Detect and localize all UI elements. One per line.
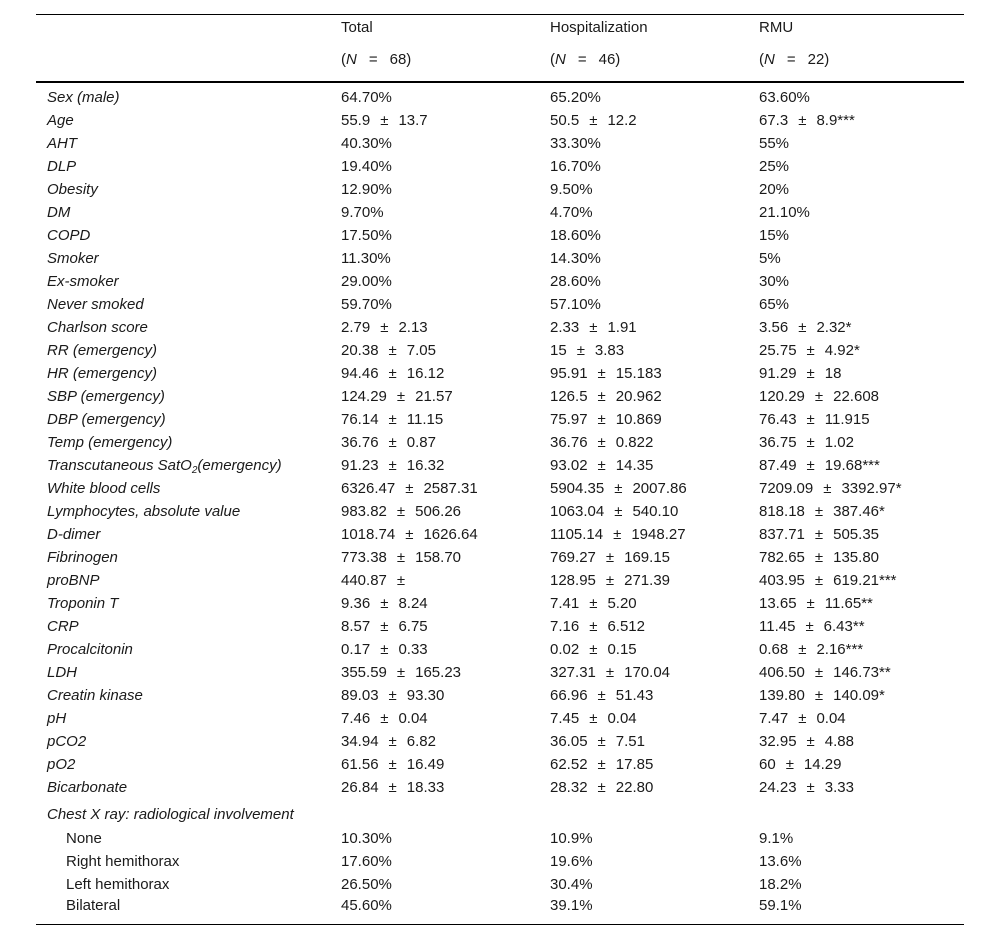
cell-rmu: 30% bbox=[759, 273, 790, 290]
row-label: Right hemithorax bbox=[66, 853, 180, 870]
table-row bbox=[36, 753, 964, 776]
cell-hospitalization: 5904.35 ± 2007.86 bbox=[550, 480, 687, 497]
cell-total: 94.46 ± 16.12 bbox=[341, 365, 445, 382]
cell-total: 45.60% bbox=[341, 896, 550, 925]
section-row bbox=[36, 799, 964, 827]
table-row bbox=[36, 155, 964, 178]
cell-total: 9.36 ± 8.24 bbox=[341, 595, 428, 612]
cell-hospitalization: 62.52 ± 17.85 bbox=[550, 756, 654, 773]
table-row bbox=[36, 178, 964, 201]
cell-total: 76.14 ± 11.15 bbox=[341, 411, 444, 428]
row-label: Obesity bbox=[47, 181, 98, 198]
table-row bbox=[36, 201, 964, 224]
table-row bbox=[36, 82, 964, 109]
cell-hospitalization: 65.20% bbox=[550, 89, 601, 106]
cell-hospitalization: 30.4% bbox=[550, 876, 593, 893]
cell-rmu: 7.47 ± 0.04 bbox=[759, 710, 846, 727]
row-label: CRP bbox=[47, 618, 79, 635]
cell-rmu: 15% bbox=[759, 227, 790, 244]
cell-rmu: 25.75 ± 4.92* bbox=[759, 342, 860, 359]
row-label: DLP bbox=[47, 158, 77, 175]
cell-hospitalization: 128.95 ± 271.39 bbox=[550, 572, 671, 589]
cell-hospitalization: 36.76 ± 0.822 bbox=[550, 434, 654, 451]
table-row bbox=[36, 707, 964, 730]
row-label: pH bbox=[47, 710, 67, 727]
table-row bbox=[36, 270, 964, 293]
row-label: Temp (emergency) bbox=[47, 434, 173, 451]
cell-total: 36.76 ± 0.87 bbox=[341, 434, 436, 451]
cell-hospitalization: 9.50% bbox=[550, 181, 593, 198]
cell-rmu: 63.60% bbox=[759, 89, 810, 106]
cell-total: 61.56 ± 16.49 bbox=[341, 756, 445, 773]
cell-total: 89.03 ± 93.30 bbox=[341, 687, 445, 704]
cell-rmu: 5% bbox=[759, 250, 781, 267]
table-row bbox=[36, 615, 964, 638]
cell-total: 7.46 ± 0.04 bbox=[341, 710, 428, 727]
cell-rmu: 91.29 ± 18 bbox=[759, 365, 842, 382]
table-row bbox=[36, 477, 964, 500]
row-label: Never smoked bbox=[47, 296, 144, 313]
table-row bbox=[36, 500, 964, 523]
cell-rmu: 837.71 ± 505.35 bbox=[759, 526, 880, 543]
table-row bbox=[36, 247, 964, 270]
row-label: Troponin T bbox=[47, 595, 119, 612]
header-row-n bbox=[36, 51, 964, 82]
cell-rmu: 36.75 ± 1.02 bbox=[759, 434, 854, 451]
cell-total: 440.87 ± bbox=[341, 572, 406, 589]
table-row bbox=[36, 523, 964, 546]
row-label: Fibrinogen bbox=[47, 549, 118, 566]
table-row bbox=[36, 408, 964, 431]
cell-total: 8.57 ± 6.75 bbox=[341, 618, 428, 635]
row-label: Transcutaneous SatO$_2$(emergency) bbox=[47, 457, 282, 476]
header-total: Total bbox=[341, 15, 550, 52]
cell-hospitalization: 18.60% bbox=[550, 227, 601, 244]
cell-total: 19.40% bbox=[341, 158, 392, 175]
cell-hospitalization: 15 ± 3.83 bbox=[550, 342, 625, 359]
cell-total: 124.29 ± 21.57 bbox=[341, 388, 453, 405]
row-label: DM bbox=[47, 204, 71, 221]
cell-rmu: 25% bbox=[759, 158, 790, 175]
cell-total: 40.30% bbox=[341, 135, 392, 152]
row-label: Bilateral bbox=[36, 896, 341, 925]
row-label: D-dimer bbox=[47, 526, 101, 543]
row-label: pO2 bbox=[47, 756, 76, 773]
table-row bbox=[36, 431, 964, 454]
table-row bbox=[36, 592, 964, 615]
cell-hospitalization: 66.96 ± 51.43 bbox=[550, 687, 654, 704]
table-row bbox=[36, 316, 964, 339]
header-n-hospitalization: (N = 46) bbox=[550, 51, 759, 82]
cell-rmu: 67.3 ± 8.9*** bbox=[759, 112, 855, 129]
row-label: DBP (emergency) bbox=[47, 411, 166, 428]
cell-total: 64.70% bbox=[341, 89, 392, 106]
table-row bbox=[36, 661, 964, 684]
row-label: Procalcitonin bbox=[47, 641, 133, 658]
cell-rmu: 7209.09 ± 3392.97* bbox=[759, 480, 902, 497]
table-row bbox=[36, 362, 964, 385]
table-row bbox=[36, 827, 964, 850]
cell-rmu: 3.56 ± 2.32* bbox=[759, 319, 852, 336]
header-hospitalization: Hospitalization bbox=[550, 15, 759, 52]
row-label: LDH bbox=[47, 664, 78, 681]
table-row bbox=[36, 132, 964, 155]
cell-total: 29.00% bbox=[341, 273, 392, 290]
cell-hospitalization: 19.6% bbox=[550, 853, 593, 870]
cell-hospitalization: 75.97 ± 10.869 bbox=[550, 411, 662, 428]
cell-rmu: 782.65 ± 135.80 bbox=[759, 549, 880, 566]
cell-rmu: 60 ± 14.29 bbox=[759, 756, 842, 773]
cell-rmu: 139.80 ± 140.09* bbox=[759, 687, 885, 704]
row-label: Charlson score bbox=[47, 319, 148, 336]
cell-total: 983.82 ± 506.26 bbox=[341, 503, 462, 520]
cell-total: 91.23 ± 16.32 bbox=[341, 457, 445, 474]
cell-hospitalization: 28.32 ± 22.80 bbox=[550, 779, 654, 796]
cell-total: 9.70% bbox=[341, 204, 384, 221]
header-empty bbox=[36, 51, 341, 82]
table-row bbox=[36, 569, 964, 592]
row-label: Ex-smoker bbox=[47, 273, 119, 290]
row-label: Bicarbonate bbox=[47, 779, 128, 796]
table-row bbox=[36, 850, 964, 873]
cell-rmu: 59.1% bbox=[759, 896, 964, 925]
row-label: Creatin kinase bbox=[47, 687, 143, 704]
cell-total: 2.79 ± 2.13 bbox=[341, 319, 428, 336]
cell-hospitalization: 7.16 ± 6.512 bbox=[550, 618, 645, 635]
cell-rmu: 406.50 ± 146.73** bbox=[759, 664, 891, 681]
table-row bbox=[36, 730, 964, 753]
row-label: HR (emergency) bbox=[47, 365, 158, 382]
row-label: None bbox=[66, 830, 102, 847]
cell-hospitalization: 769.27 ± 169.15 bbox=[550, 549, 671, 566]
cell-rmu: 76.43 ± 11.915 bbox=[759, 411, 870, 428]
table-row bbox=[36, 454, 964, 477]
table-row bbox=[36, 896, 964, 925]
cell-hospitalization: 2.33 ± 1.91 bbox=[550, 319, 637, 336]
cell-rmu: 120.29 ± 22.608 bbox=[759, 388, 880, 405]
header-rmu: RMU bbox=[759, 15, 964, 52]
cell-hospitalization: 39.1% bbox=[550, 896, 759, 925]
cell-rmu: 55% bbox=[759, 135, 790, 152]
cell-hospitalization: 16.70% bbox=[550, 158, 601, 175]
header-n-total: (N = 68) bbox=[341, 51, 550, 82]
cell-total: 773.38 ± 158.70 bbox=[341, 549, 462, 566]
cell-total: 6326.47 ± 2587.31 bbox=[341, 480, 478, 497]
cell-hospitalization: 57.10% bbox=[550, 296, 601, 313]
cell-total: 0.17 ± 0.33 bbox=[341, 641, 428, 658]
cell-hospitalization: 126.5 ± 20.962 bbox=[550, 388, 662, 405]
cell-total: 34.94 ± 6.82 bbox=[341, 733, 436, 750]
cell-hospitalization: 10.9% bbox=[550, 830, 593, 847]
row-label: AHT bbox=[47, 135, 77, 152]
table-row bbox=[36, 339, 964, 362]
table-header bbox=[36, 15, 964, 83]
cell-total: 26.50% bbox=[341, 876, 392, 893]
row-label: SBP (emergency) bbox=[47, 388, 165, 405]
row-label: Smoker bbox=[47, 250, 99, 267]
cell-rmu: 18.2% bbox=[759, 876, 802, 893]
cell-total: 12.90% bbox=[341, 181, 392, 198]
cell-rmu: 32.95 ± 4.88 bbox=[759, 733, 854, 750]
cell-total: 10.30% bbox=[341, 830, 392, 847]
cell-rmu: 20% bbox=[759, 181, 790, 198]
table-row bbox=[36, 546, 964, 569]
cell-hospitalization: 93.02 ± 14.35 bbox=[550, 457, 654, 474]
cell-rmu: 0.68 ± 2.16*** bbox=[759, 641, 864, 658]
cell-hospitalization: 4.70% bbox=[550, 204, 593, 221]
cell-total: 1018.74 ± 1626.64 bbox=[341, 526, 478, 543]
table-row bbox=[36, 776, 964, 799]
cell-hospitalization: 7.45 ± 0.04 bbox=[550, 710, 637, 727]
section-label: Chest X ray: radiological involvement bbox=[47, 805, 294, 823]
row-label: Age bbox=[47, 112, 74, 129]
row-label: proBNP bbox=[47, 572, 100, 589]
cell-hospitalization: 33.30% bbox=[550, 135, 601, 152]
cell-total: 11.30% bbox=[341, 250, 391, 267]
cell-hospitalization: 7.41 ± 5.20 bbox=[550, 595, 637, 612]
cell-hospitalization: 327.31 ± 170.04 bbox=[550, 664, 671, 681]
cell-total: 20.38 ± 7.05 bbox=[341, 342, 436, 359]
table-row bbox=[36, 109, 964, 132]
header-n-rmu: (N = 22) bbox=[759, 51, 964, 82]
cell-rmu: 13.65 ± 11.65** bbox=[759, 595, 873, 612]
cell-total: 55.9 ± 13.7 bbox=[341, 112, 428, 129]
patient-characteristics-table bbox=[36, 14, 964, 925]
table-row bbox=[36, 224, 964, 247]
cell-hospitalization: 14.30% bbox=[550, 250, 601, 267]
table-container bbox=[36, 14, 964, 925]
cell-hospitalization: 1105.14 ± 1948.27 bbox=[550, 526, 686, 543]
cell-total: 59.70% bbox=[341, 296, 392, 313]
cell-hospitalization: 0.02 ± 0.15 bbox=[550, 641, 637, 658]
cell-rmu: 65% bbox=[759, 296, 790, 313]
cell-total: 26.84 ± 18.33 bbox=[341, 779, 445, 796]
cell-hospitalization: 95.91 ± 15.183 bbox=[550, 365, 662, 382]
cell-rmu: 21.10% bbox=[759, 204, 810, 221]
table-row bbox=[36, 385, 964, 408]
cell-hospitalization: 1063.04 ± 540.10 bbox=[550, 503, 679, 520]
row-label: pCO2 bbox=[47, 733, 87, 750]
header-row-columns bbox=[36, 15, 964, 52]
cell-rmu: 13.6% bbox=[759, 853, 802, 870]
cell-rmu: 24.23 ± 3.33 bbox=[759, 779, 854, 796]
table-row bbox=[36, 684, 964, 707]
cell-hospitalization: 36.05 ± 7.51 bbox=[550, 733, 645, 750]
cell-total: 17.60% bbox=[341, 853, 392, 870]
cell-total: 17.50% bbox=[341, 227, 392, 244]
cell-rmu: 87.49 ± 19.68*** bbox=[759, 457, 880, 474]
cell-hospitalization: 28.60% bbox=[550, 273, 601, 290]
cell-hospitalization: 50.5 ± 12.2 bbox=[550, 112, 637, 129]
header-empty bbox=[36, 15, 341, 52]
cell-rmu: 818.18 ± 387.46* bbox=[759, 503, 885, 520]
cell-rmu: 11.45 ± 6.43** bbox=[759, 618, 865, 635]
row-label: COPD bbox=[47, 227, 91, 244]
cell-rmu: 403.95 ± 619.21*** bbox=[759, 572, 897, 589]
table-body bbox=[36, 82, 964, 925]
table-row bbox=[36, 873, 964, 896]
table-row bbox=[36, 293, 964, 316]
row-label: Left hemithorax bbox=[66, 876, 170, 893]
row-label: Sex (male) bbox=[47, 89, 120, 106]
row-label: Lymphocytes, absolute value bbox=[47, 503, 241, 520]
table-row bbox=[36, 638, 964, 661]
cell-rmu: 9.1% bbox=[759, 830, 794, 847]
row-label: White blood cells bbox=[47, 480, 161, 497]
row-label: RR (emergency) bbox=[47, 342, 158, 359]
cell-total: 355.59 ± 165.23 bbox=[341, 664, 462, 681]
